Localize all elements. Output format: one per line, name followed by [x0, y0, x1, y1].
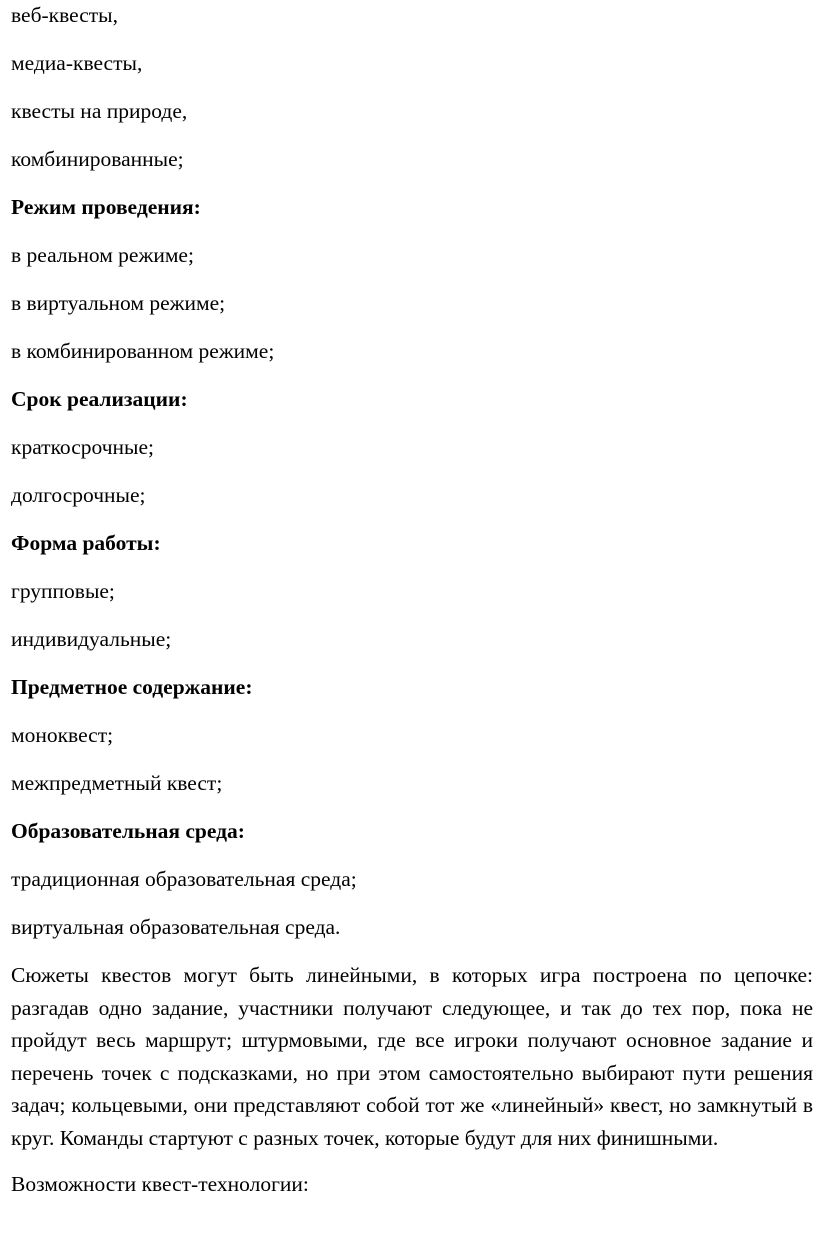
body-paragraph: Сюжеты квестов могут быть линейными, в которых игра построена по цепочке: разгадав одно задание, участники получают следующее, и так до тех пор, пока не пройдут весь маршрут; штурмовыми, где все игроки получают основное задание и перечень точек с подсказками, но при этом самостоятельно выбирают пути решения задач; кольцевыми, они представляют собой тот же «линейный» квест, но замкнутый в круг. Команды стартуют с разных точек, которые будут для них финишными.: [11, 963, 813, 1150]
list-item-virtual-environment: виртуальная образовательная среда.: [11, 915, 341, 939]
list-item-group: групповые;: [11, 579, 115, 603]
closing-line: Возможности квест-технологии:: [11, 1172, 309, 1196]
list-item-virtual-mode: в виртуальном режиме;: [11, 291, 226, 315]
heading-mode: Режим проведения:: [11, 195, 201, 219]
list-item-short-term: краткосрочные;: [11, 435, 154, 459]
list-item-combined: комбинированные;: [11, 147, 184, 171]
list-item-individual: индивидуальные;: [11, 627, 172, 651]
heading-subject-content: Предметное содержание:: [11, 675, 253, 699]
heading-work-form: Форма работы:: [11, 531, 161, 555]
list-item-monoquest: моноквест;: [11, 723, 114, 747]
list-item-traditional-environment: традиционная образовательная среда;: [11, 867, 357, 891]
list-item-media-quests: медиа-квесты,: [11, 51, 143, 75]
list-item-real-mode: в реальном режиме;: [11, 243, 194, 267]
list-item-interdisciplinary: межпредметный квест;: [11, 771, 223, 795]
list-item-long-term: долгосрочные;: [11, 483, 146, 507]
list-item-nature-quests: квесты на природе,: [11, 99, 188, 123]
heading-duration: Срок реализации:: [11, 387, 188, 411]
heading-educational-environment: Образовательная среда:: [11, 819, 245, 843]
list-item-combined-mode: в комбинированном режиме;: [11, 339, 275, 363]
list-item-web-quests: веб-квесты,: [11, 3, 118, 27]
